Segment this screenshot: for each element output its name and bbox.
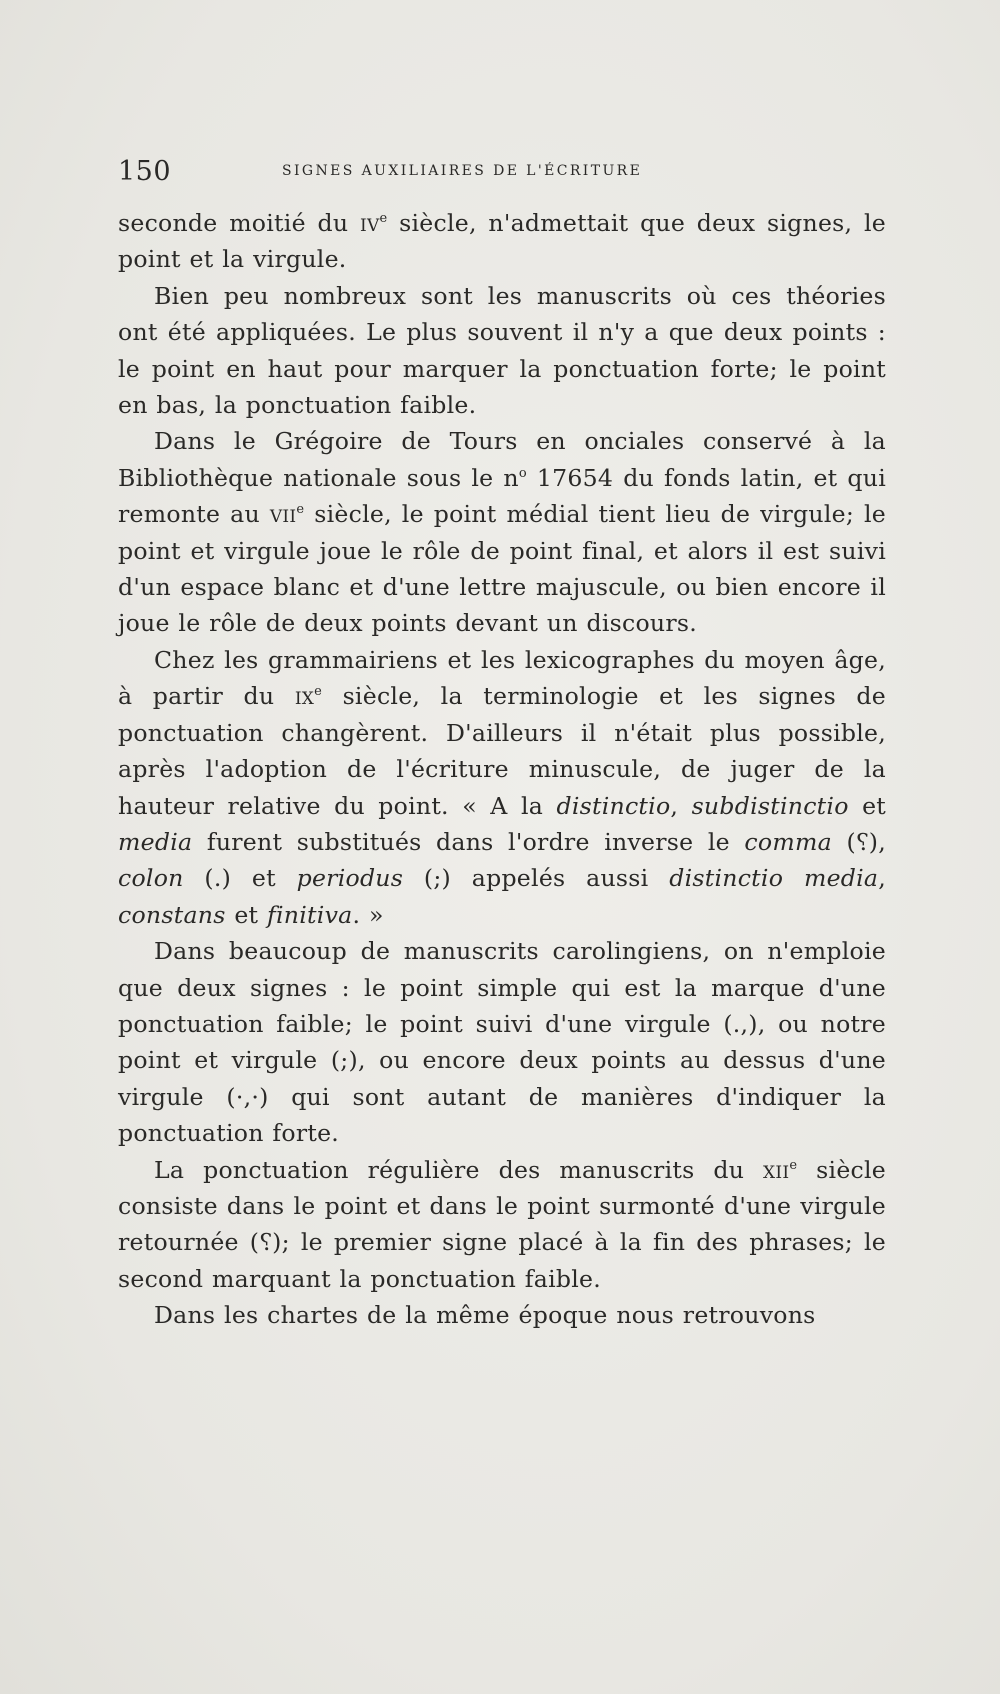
paragraph — [118, 933, 886, 1151]
paragraph — [118, 278, 886, 424]
superscript: o — [518, 465, 527, 481]
text-run: Bien peu nombreux sont les manuscrits où ces théories ont été appliquées. Le plus souvent il n'y a que deux points : le point en haut pour marquer la ponctuation forte; le point en bas, la ponctuation faible. — [118, 281, 886, 420]
body-text — [118, 205, 886, 1334]
italic-term: distinctio — [556, 791, 671, 820]
text-run: siècle, le point médial tient lieu de virgule; le point et virgule joue le rôle de point final, et alors il est suivi d'un espace blanc et d'une lettre majuscule, ou bien encore il joue le rôle de deux points devant un discours. — [118, 500, 886, 638]
text-run: , — [878, 864, 886, 893]
text-run: siècle, la terminologie et les signes de ponctuation changèrent. D'ailleurs il n'était plus possible, après l'adoption de l'écriture minuscule, de juger de la hauteur relative du point. « A la — [118, 682, 886, 820]
paragraph — [118, 1152, 886, 1298]
roman-numeral: ix — [294, 682, 315, 711]
paragraph — [118, 423, 886, 641]
text-run: (;) appelés aussi — [403, 864, 670, 893]
italic-term: subdistinctio — [691, 791, 849, 820]
text-run: . » — [352, 900, 384, 929]
text-run: siècle consiste dans le point et dans le point surmonté d'une virgule retournée (⸮); le premier signe placé à la fin des phrases; le second marquant la ponctuation faible. — [118, 1155, 887, 1293]
italic-term: media — [118, 827, 193, 856]
roman-numeral: iv — [359, 209, 380, 237]
superscript: e — [296, 502, 305, 518]
superscript: e — [789, 1157, 798, 1173]
text-run: (⸮), — [831, 827, 886, 856]
text-run: Dans les chartes de la même époque nous retrouvons — [154, 1301, 816, 1330]
paragraph — [118, 205, 886, 278]
superscript: e — [379, 210, 388, 226]
page-number: 150 — [118, 156, 172, 187]
text-run: Chez les grammairiens et les lexicographes du moyen âge, à partir du — [118, 645, 886, 711]
text-run: , — [670, 791, 692, 820]
text-run: Dans le Grégoire de Tours en onciales conservé à la Bibliothèque nationale sous le n — [118, 427, 886, 492]
italic-term: periodus — [296, 864, 404, 893]
running-head: SIGNES AUXILIAIRES DE L'ÉCRITURE — [282, 163, 643, 179]
text-run: furent substitués dans l'ordre inverse le — [192, 827, 745, 856]
text-run: seconde moitié du — [118, 209, 360, 237]
text-run: et — [848, 791, 887, 820]
text-run: La ponctuation régulière des manuscrits du — [154, 1155, 764, 1184]
text-run: siècle, n'admettait que deux signes, le point et la virgule. — [118, 209, 886, 274]
text-run: (.) et — [183, 864, 297, 893]
paragraph — [118, 642, 886, 933]
italic-term: constans — [118, 900, 226, 929]
italic-term: distinctio media — [669, 864, 879, 893]
superscript: e — [314, 684, 323, 700]
roman-numeral: vii — [269, 500, 297, 529]
italic-term: finitiva — [267, 900, 353, 929]
italic-term: comma — [744, 827, 832, 856]
roman-numeral: xii — [763, 1155, 790, 1184]
text-run: et — [225, 900, 268, 929]
page-header — [118, 156, 886, 190]
italic-term: colon — [118, 864, 184, 893]
paragraph — [118, 1297, 886, 1333]
text-run: Dans beaucoup de manuscrits carolingiens, on n'emploie que deux signes : le point simple qui est la marque d'une ponctuation faible; le point suivi d'une virgule (.,), ou notre point et virgule (;), ou encore deux points au dessus d'une virgule (·,·) qui sont autant de manières d'indiquer la ponctuation forte. — [118, 937, 886, 1148]
text-run: 17654 du fonds latin, et qui remonte au — [118, 463, 886, 529]
